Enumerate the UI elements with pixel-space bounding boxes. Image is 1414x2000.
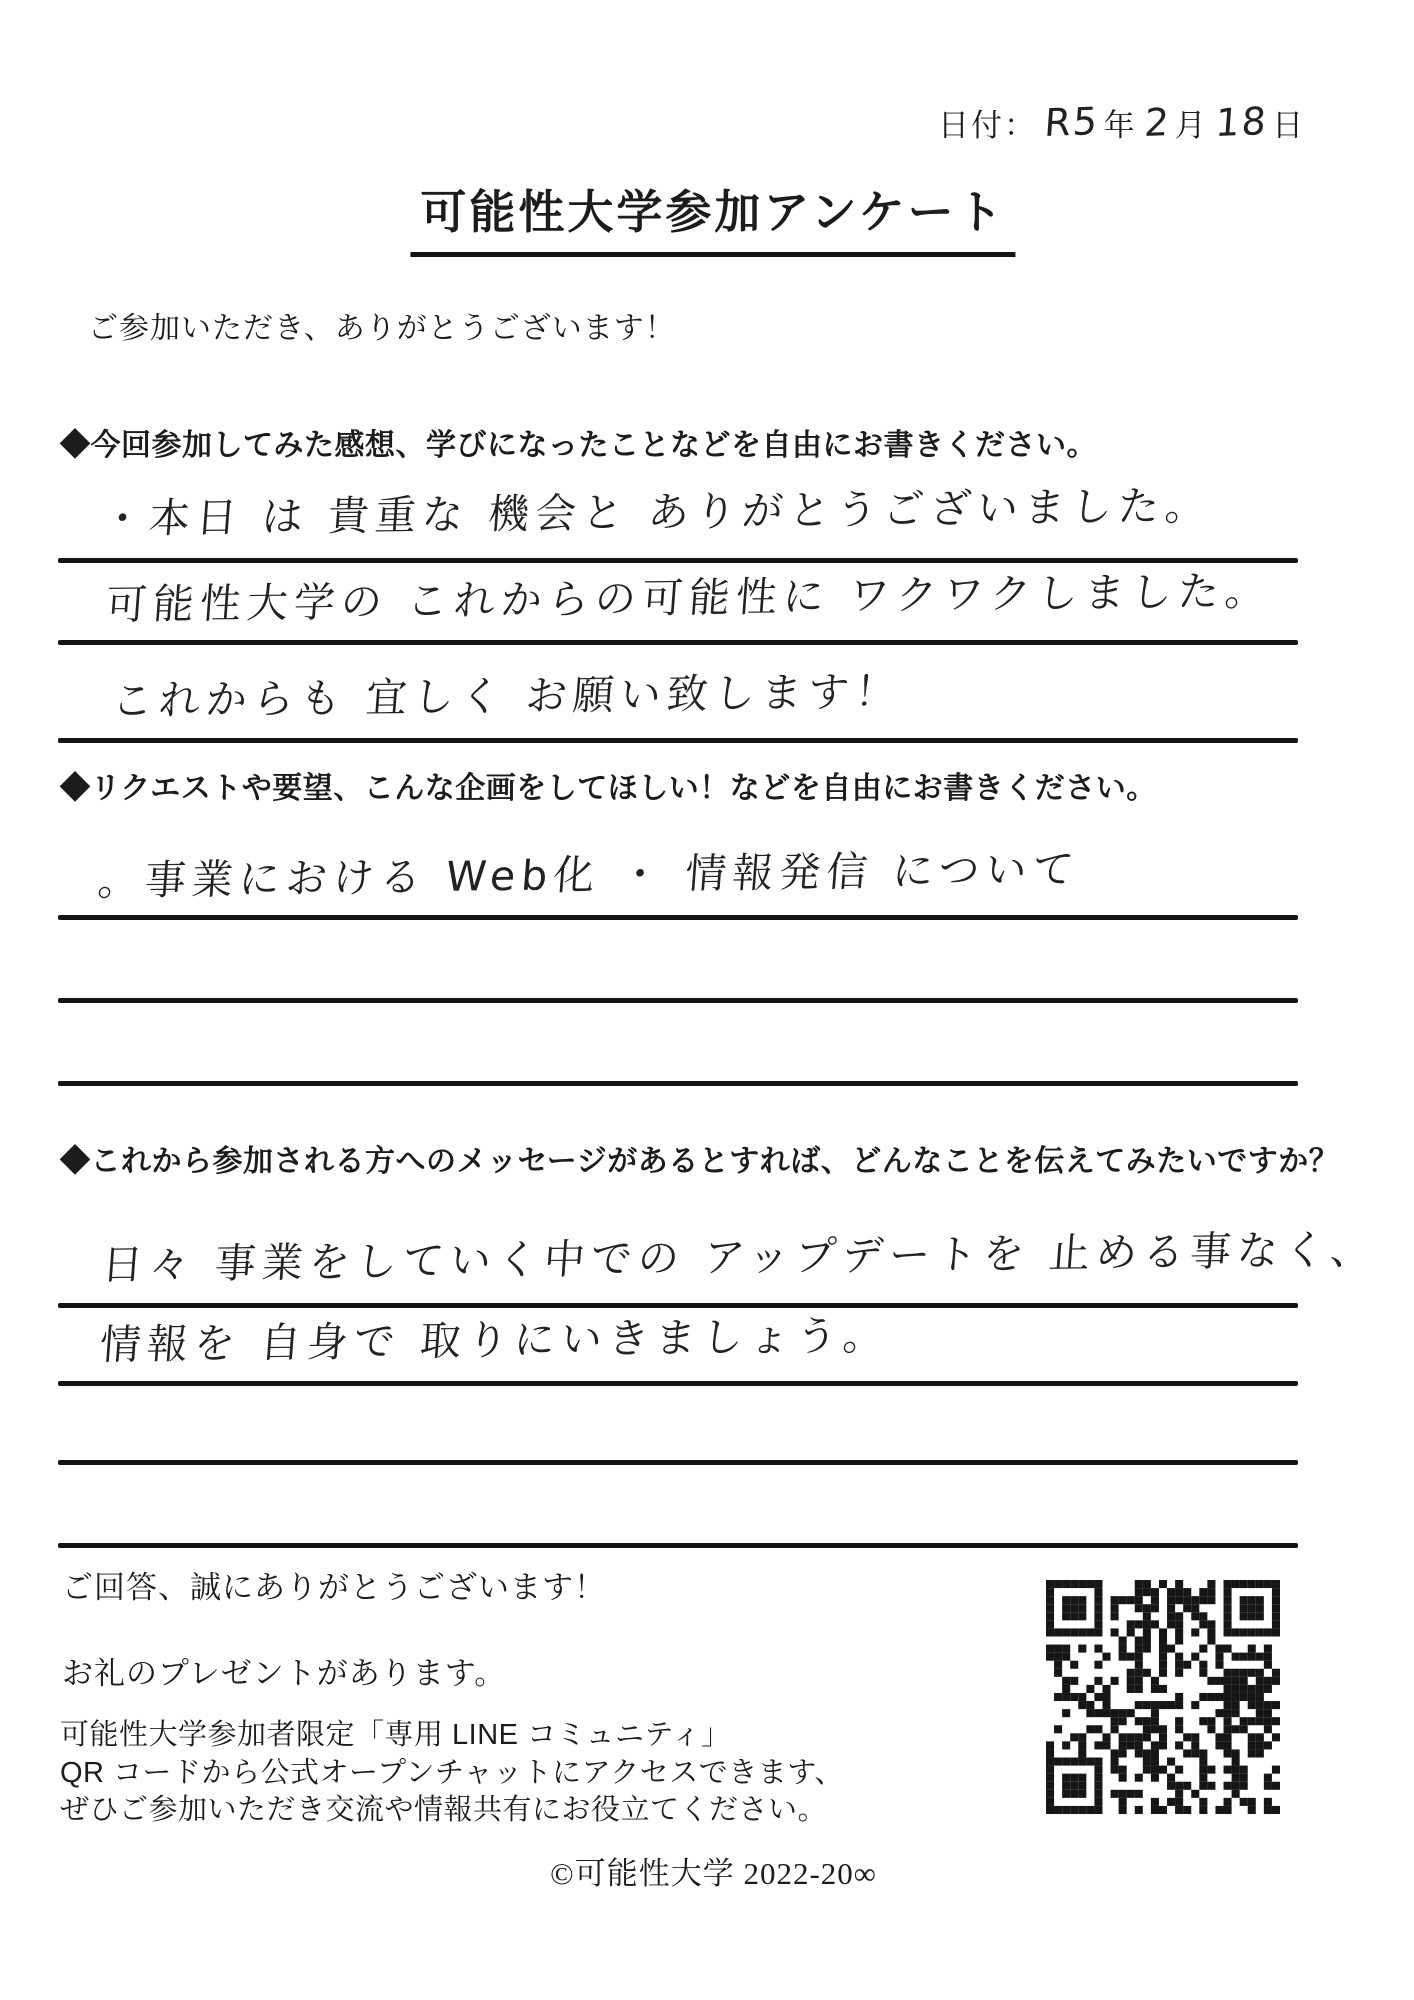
answer-rule [58,1381,1298,1386]
question-3-prompt: ◆これから参加される方へのメッセージがあるとすれば、どんなことを伝えてみたいですか？ [60,1145,1340,1178]
date-year-handwritten: R5 [1043,98,1101,145]
question-1-answer-line-3: これからも 宜しく お願い致します！ [110,667,904,725]
question-3-answer-line-1: 日々 事業をしていく中での アップデートを 止める事なく、 [100,1225,1380,1289]
copyright-text: ©可能性大学 2022-20∞ [550,1856,877,1891]
line-community-text-2: QR コードから公式オープンチャットにアクセスできます、 [60,1757,844,1789]
question-1-answer-line-2: 可能性大学の これからの可能性に ワクワクしました。 [104,566,1274,629]
date-month-unit: 月 [1174,108,1208,143]
question-1-prompt: ◆今回参加してみた感想、学びになったことなどを自由にお書きください。 [60,429,1097,462]
date-label: 日付： [938,108,1037,143]
date-day-handwritten: 18 [1213,99,1270,145]
date-row [938,100,1305,145]
date-day-unit: 日 [1272,108,1306,143]
answer-rule [58,1460,1298,1465]
answer-rule [58,640,1298,645]
closing-thanks-text: ご回答、誠にありがとうございます！ [62,1570,606,1605]
question-2-prompt: ◆リクエストや要望、こんな企画をしてほしい！などを自由にお書きください。 [60,772,1157,805]
question-2-answer-line-1: 。事業における Web化 ・ 情報発信 について [96,844,1082,905]
answer-rule [58,1081,1298,1086]
qr-code [1046,1578,1280,1816]
date-month-handwritten: 2 [1142,99,1172,145]
answer-rule [58,1543,1298,1548]
page-title: 可能性大学参加アンケート [410,176,1015,257]
answer-rule [58,738,1298,743]
answer-rule [58,998,1298,1003]
line-community-text-3: ぜひご参加いただき交流や情報共有にお役立てください。 [60,1794,828,1826]
date-year-unit: 年 [1103,108,1137,143]
question-1-answer-line-1: ・本日 は 貴重な 機会と ありがとうございました。 [100,481,1214,543]
greeting-text: ご参加いただき、ありがとうございます！ [88,312,676,345]
answer-rule [58,915,1298,920]
line-community-text-1: 可能性大学参加者限定「専用 LINE コミュニティ」 [60,1719,731,1751]
closing-present-text: お礼のプレゼントがあります。 [62,1656,507,1691]
question-3-answer-line-2: 情報を 自身で 取りにいきましょう。 [98,1311,892,1369]
